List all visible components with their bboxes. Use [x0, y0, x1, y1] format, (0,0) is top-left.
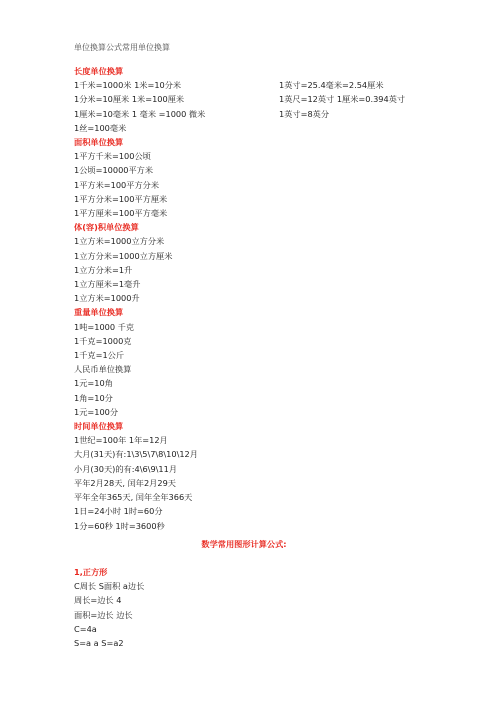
- length-row: [74, 92, 474, 106]
- length-row: [74, 78, 474, 92]
- volume-line: 1立方厘米=1毫升: [74, 279, 141, 290]
- rmb-line: 1角=10分: [74, 392, 113, 403]
- weight-line: 1吨=1000 千克: [74, 321, 135, 332]
- time-line: 1世纪=100年 1年=12月: [74, 435, 168, 446]
- length-row-left: 1千米=1000米 1米=10分米: [74, 80, 182, 91]
- volume-heading: 体(容)积单位换算: [74, 222, 139, 233]
- time-heading: 时间单位换算: [74, 421, 124, 432]
- square-line: C=4a: [74, 623, 97, 634]
- volume-line: 1立方分米=1升: [74, 264, 133, 275]
- volume-line: 1立方米=1000立方分米: [74, 236, 165, 247]
- area-line: 1平方厘米=100平方毫米: [74, 208, 168, 219]
- length-row-left: 1分米=10厘米 1米=100厘米: [74, 94, 185, 105]
- page-header: 单位换算公式常用单位换算: [74, 43, 170, 52]
- length-row-left: 1厘米=10毫米 1 毫米 =1000 微米: [74, 108, 206, 119]
- weight-heading: 重量单位换算: [74, 307, 124, 318]
- rmb-heading: 人民币单位换算: [74, 364, 132, 375]
- length-row: [74, 107, 474, 121]
- length-row-right: 1英寸=25.4毫米=2.54厘米: [279, 80, 384, 91]
- area-line: 1公顷=10000平方米: [74, 165, 154, 176]
- time-line: 1日=24小时 1时=60分: [74, 506, 163, 517]
- area-line: 1平方千米=100公顷: [74, 151, 151, 162]
- volume-line: 1立方米=1000升: [74, 293, 140, 304]
- time-line: 小月(30天)的有:4\6\9\11月: [74, 463, 178, 474]
- volume-line: 1立方分米=1000立方厘米: [74, 250, 173, 261]
- length-row-right: 1英寸=8英分: [279, 108, 330, 119]
- square-heading: 1,正方形: [74, 566, 108, 577]
- rmb-line: 1元=10角: [74, 378, 113, 389]
- area-line: 1平方分米=100平方厘米: [74, 193, 168, 204]
- formulas-title: 数学常用图形计算公式:: [201, 538, 287, 549]
- weight-line: 1千克=1公斤: [74, 350, 125, 361]
- length-heading: 长度单位换算: [74, 66, 124, 76]
- time-line: 大月(31天)有:1\3\5\7\8\10\12月: [74, 449, 198, 460]
- rmb-line: 1元=100分: [74, 406, 119, 417]
- area-line: 1平方米=100平方分米: [74, 179, 160, 190]
- square-line: S=a a S=a2: [74, 637, 124, 648]
- time-line: 平年2月28天, 闰年2月29天: [74, 477, 176, 488]
- square-line: 面积=边长 边长: [74, 609, 133, 620]
- area-heading: 面积单位换算: [74, 137, 124, 148]
- square-line: 周长=边长 4: [74, 595, 122, 606]
- length-extra: 1丝=100毫米: [74, 122, 127, 133]
- time-line: 平年全年365天, 闰年全年366天: [74, 492, 193, 503]
- time-line: 1分=60秒 1时=3600秒: [74, 520, 165, 531]
- length-row-right: 1英尺=12英寸 1厘米=0.394英寸: [279, 94, 406, 105]
- document-body: [74, 64, 474, 650]
- weight-line: 1千克=1000克: [74, 335, 132, 346]
- square-line: C周长 S面积 a边长: [74, 581, 145, 592]
